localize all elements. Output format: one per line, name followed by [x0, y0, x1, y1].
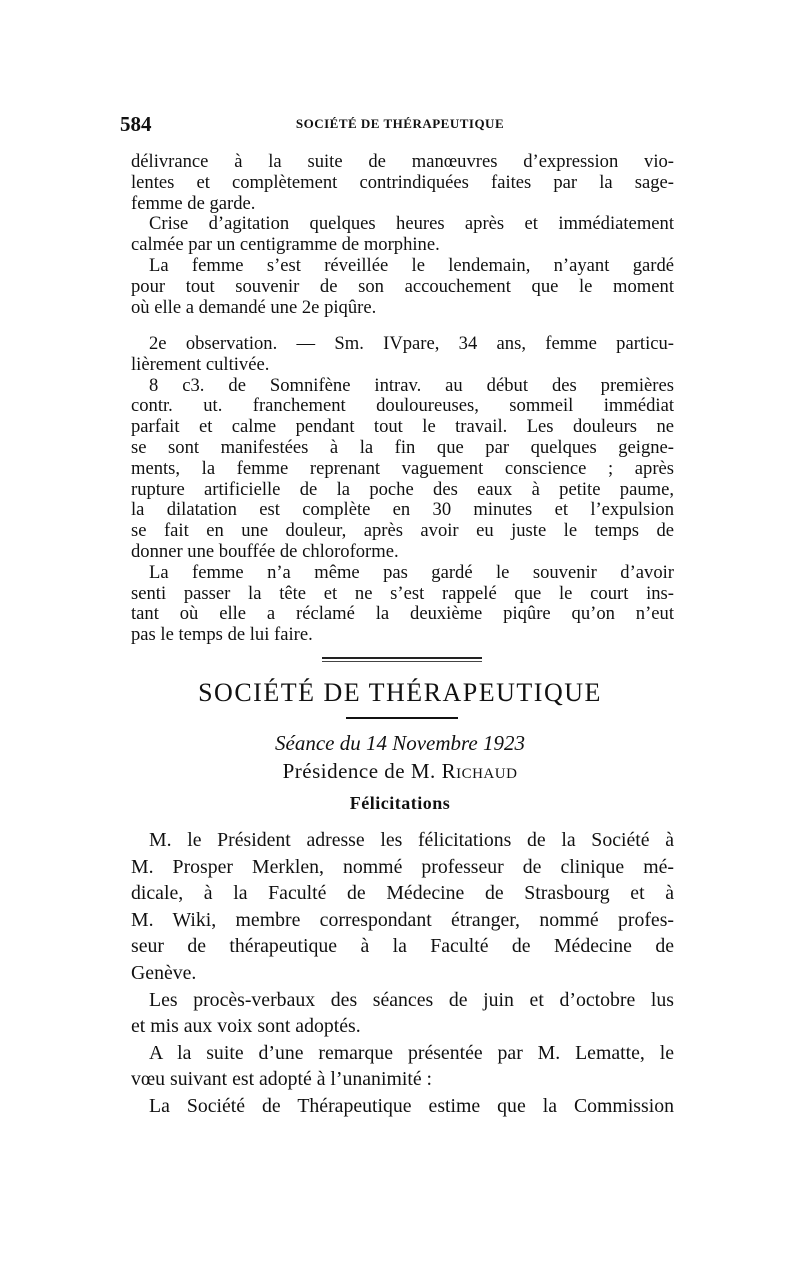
running-head	[120, 112, 680, 138]
text-line: lièrement cultivée.	[131, 353, 270, 375]
subheading: Félicitations	[349, 793, 451, 813]
presidency-prefix: Présidence de M.	[282, 759, 442, 783]
text-line: la dilatation est complète en 30 minutes et l’expulsion	[131, 499, 674, 521]
text-line: Genève.	[131, 961, 197, 984]
text-line: délivrance à la suite de manœuvres d’expression vio-	[131, 151, 674, 172]
running-head-title: SOCIÉTÉ DE THÉRAPEUTIQUE	[295, 116, 505, 131]
text-line: tant où elle a réclamé la deuxième piqûre qu’on n’eut	[131, 603, 674, 625]
text-line: parfait et calme pendant tout le travail. Les douleurs ne	[131, 416, 674, 438]
text-line: dicale, à la Faculté de Médecine de Strasbourg et à	[131, 882, 674, 905]
presidency-line	[120, 759, 680, 784]
page-number: 584	[120, 112, 152, 136]
text-line: pour tout souvenir de son accouchement que le moment	[131, 275, 674, 297]
text-line: La femme s’est réveillée le lendemain, n’ayant gardé	[149, 254, 674, 276]
text-line: M. Prosper Merklen, nommé professeur de clinique mé-	[131, 855, 674, 878]
title-underline	[346, 717, 458, 719]
felicitations-paragraphs	[131, 827, 674, 1120]
section-title: SOCIÉTÉ DE THÉRAPEUTIQUE	[198, 678, 602, 707]
section-divider-thin	[322, 661, 482, 662]
text-line: senti passer la tête et ne s’est rappelé que le court ins-	[131, 582, 674, 604]
text-line: 2e observation. — Sm. IVpare, 34 ans, femme particu-	[149, 333, 674, 354]
text-line: ments, la femme reprenant vaguement conscience ; après	[131, 457, 674, 479]
text-line: vœu suivant est adopté à l’unanimité :	[131, 1068, 433, 1091]
text-line: se sont manifestées à la fin que par quelques geigne-	[131, 436, 674, 458]
text-line: lentes et complètement contrindiquées faites par la sage-	[131, 171, 674, 193]
text-line: A la suite d’une remarque présentée par M. Lematte, le	[149, 1041, 674, 1064]
text-line: La femme n’a même pas gardé le souvenir d’avoir	[149, 561, 674, 583]
text-line: M. le Président adresse les félicitations de la Société à	[149, 829, 674, 851]
text-line: Crise d’agitation quelques heures après et immédiatement	[149, 213, 674, 235]
text-line: où elle a demandé une 2e piqûre.	[131, 296, 377, 318]
text-line: calmée par un centigramme de morphine.	[131, 234, 440, 256]
session-date: Séance du 14 Novembre 1923	[275, 731, 525, 755]
text-line: pas le temps de lui faire.	[131, 624, 313, 646]
text-line: et mis aux voix sont adoptés.	[131, 1015, 361, 1038]
text-line: 8 c3. de Somnifène intrav. au début des premières	[149, 374, 674, 396]
text-line: Les procès-verbaux des séances de juin et d’octobre lus	[149, 988, 674, 1011]
text-line: La Société de Thérapeutique estime que la Commission	[149, 1094, 674, 1117]
text-line: donner une bouffée de chloroforme.	[131, 540, 399, 562]
president-name: Richaud	[441, 759, 518, 783]
section-divider	[322, 657, 482, 659]
text-line: M. Wiki, membre correspondant étranger, nommé profes-	[131, 908, 674, 931]
upper-paragraphs	[131, 152, 674, 318]
text-line: seur de thérapeutique à la Faculté de Médecine de	[131, 935, 674, 958]
text-line: femme de garde.	[131, 192, 256, 214]
text-line: contr. ut. franchement douloureuses, sommeil immédiat	[131, 395, 674, 417]
observation-paragraphs	[131, 334, 674, 646]
text-line: se fait en une douleur, après avoir eu juste le temps de	[131, 520, 674, 542]
text-line: rupture artificielle de la poche des eaux à petite paume,	[131, 478, 674, 500]
